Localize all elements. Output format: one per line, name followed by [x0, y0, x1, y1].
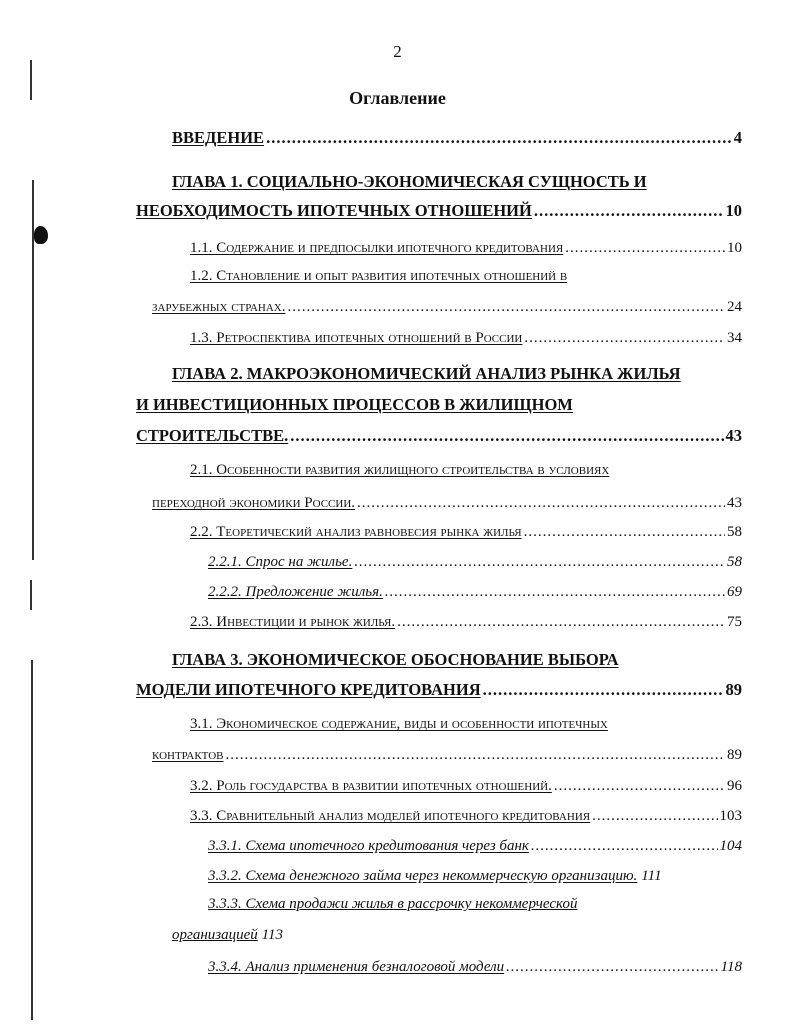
toc-entry-text: 3.3.4. Анализ применения безналоговой модели: [208, 959, 505, 975]
toc-entry-2-1-line1[interactable]: 2.1. Особенности развития жилищного строительства в условиях: [190, 462, 610, 478]
leader-dots: [397, 612, 725, 632]
toc-chapter2-line2[interactable]: И ИНВЕСТИЦИОННЫХ ПРОЦЕССОВ В ЖИЛИЩНОМ: [136, 395, 573, 414]
scan-edge-artifact: [30, 60, 36, 1020]
toc-entry-2-2-1[interactable]: [208, 552, 742, 572]
toc-entry-3-3-4[interactable]: [208, 957, 742, 977]
leader-dots: [385, 582, 725, 602]
toc-entry-ch3[interactable]: [136, 680, 742, 700]
toc-chapter2-line1[interactable]: ГЛАВА 2. МАКРОЭКОНОМИЧЕСКИЙ АНАЛИЗ РЫНКА ЖИЛЬЯ: [172, 364, 681, 383]
toc-page-number: 75: [727, 614, 742, 630]
leader-dots: [524, 522, 725, 542]
toc-entry-1-2[interactable]: [152, 297, 742, 317]
toc-page-number: 96: [727, 778, 742, 794]
leader-dots: [531, 836, 718, 856]
toc-page-number: 34: [727, 330, 742, 346]
toc-title: Оглавление: [349, 88, 446, 108]
toc-page-number: 43: [725, 426, 742, 445]
toc-entry-text: контрактов: [152, 747, 224, 763]
toc-entry-3-3-3-line1[interactable]: 3.3.3. Схема продажи жилья в рассрочку некоммерческой: [208, 896, 578, 912]
toc-entry-text: зарубежных странах.: [152, 299, 286, 315]
toc-entry-text: СТРОИТЕЛЬСТВЕ.: [136, 426, 289, 445]
toc-entry-3-3[interactable]: [190, 806, 742, 826]
leader-dots: [506, 957, 718, 977]
toc-page-number: 24: [727, 299, 742, 315]
toc-entry-intro[interactable]: [172, 128, 742, 148]
scan-blot: [34, 226, 48, 244]
leader-dots: [288, 297, 725, 317]
toc-entry-text: 1.1. Содержание и предпосылки ипотечного кредитования: [190, 240, 564, 256]
toc-entry-text: НЕОБХОДИМОСТЬ ИПОТЕЧНЫХ ОТНОШЕНИЙ: [136, 201, 532, 220]
toc-entry-text: ВВЕДЕНИЕ: [172, 128, 265, 147]
leader-dots: [565, 238, 725, 258]
toc-entry-text: 3.2. Роль государства в развитии ипотечных отношений.: [190, 778, 552, 794]
toc-chapter3-line1[interactable]: ГЛАВА 3. ЭКОНОМИЧЕСКОЕ ОБОСНОВАНИЕ ВЫБОРА: [172, 650, 619, 669]
toc-entry-3-3-1[interactable]: [208, 836, 742, 856]
toc-entry-1-1[interactable]: [190, 238, 742, 258]
toc-entry-text: 2.2.2. Предложение жилья.: [208, 584, 383, 600]
toc-page-number: 58: [727, 554, 742, 570]
leader-dots: [354, 552, 725, 572]
leader-dots: [226, 745, 725, 765]
leader-dots: [357, 493, 725, 513]
toc-entry-3-1[interactable]: [152, 745, 742, 765]
toc-page-number: 89: [725, 680, 742, 699]
toc-entry-ch2[interactable]: [136, 426, 742, 446]
leader-dots: [483, 680, 724, 700]
toc-entry-2-2[interactable]: [190, 522, 742, 542]
toc-entry-text: МОДЕЛИ ИПОТЕЧНОГО КРЕДИТОВАНИЯ: [136, 680, 481, 699]
toc-entry-2-3[interactable]: [190, 612, 742, 632]
toc-entry-text: 3.3.2. Схема денежного займа через некоммерческую организацию.: [208, 868, 638, 884]
toc-entry-text: организацией: [172, 927, 258, 943]
toc-entry-3-2[interactable]: [190, 776, 742, 796]
toc-page-number: 113: [261, 927, 283, 943]
toc-page-number: 58: [727, 524, 742, 540]
leader-dots: [534, 201, 724, 221]
toc-page-number: 43: [727, 495, 742, 511]
leader-dots: [592, 806, 717, 826]
toc-entry-3-1-line1[interactable]: 3.1. Экономическое содержание, виды и особенности ипотечных: [190, 716, 608, 732]
leader-dots: [554, 776, 725, 796]
leader-dots: [290, 426, 723, 446]
toc-entry-2-2-2[interactable]: [208, 582, 742, 602]
toc-entry-text: 1.3. Ретроспектива ипотечных отношений в России: [190, 330, 523, 346]
toc-entry-3-3-3[interactable]: [172, 927, 283, 944]
toc-page-number: 103: [719, 808, 742, 824]
toc-entry-ch1[interactable]: [136, 201, 742, 221]
leader-dots: [266, 128, 732, 148]
toc-page-number: 10: [727, 240, 742, 256]
toc-entry-text: 3.3. Сравнительный анализ моделей ипотечного кредитования: [190, 808, 591, 824]
toc-page-number: 10: [725, 201, 742, 220]
toc-entry-text: 2.2. Теоретический анализ равновесия рынка жилья: [190, 524, 522, 540]
toc-entry-1-3[interactable]: [190, 328, 742, 348]
toc-page-number: 69: [727, 584, 742, 600]
leader-dots: [524, 328, 725, 348]
toc-page-number: 118: [720, 959, 742, 975]
toc-entry-1-2-line1[interactable]: 1.2. Становление и опыт развития ипотечных отношений в: [190, 268, 568, 284]
toc-page-number: 4: [733, 128, 742, 147]
toc-entry-2-1[interactable]: [152, 493, 742, 513]
toc-entry-text: 2.3. Инвестиции и рынок жилья.: [190, 614, 396, 630]
toc-entry-text: переходной экономики России.: [152, 495, 356, 511]
toc-entry-3-3-2[interactable]: [208, 866, 742, 886]
toc-entry-text: 2.2.1. Спрос на жилье.: [208, 554, 353, 570]
toc-entry-text: 3.3.1. Схема ипотечного кредитования через банк: [208, 838, 529, 854]
page-number: 2: [393, 42, 402, 61]
toc-page-number: 104: [719, 838, 742, 854]
toc-page-number: 89: [727, 747, 742, 763]
toc-chapter1-line1[interactable]: ГЛАВА 1. СОЦИАЛЬНО-ЭКОНОМИЧЕСКАЯ СУЩНОСТЬ И: [172, 172, 647, 191]
toc-page-number: 111: [641, 868, 662, 884]
